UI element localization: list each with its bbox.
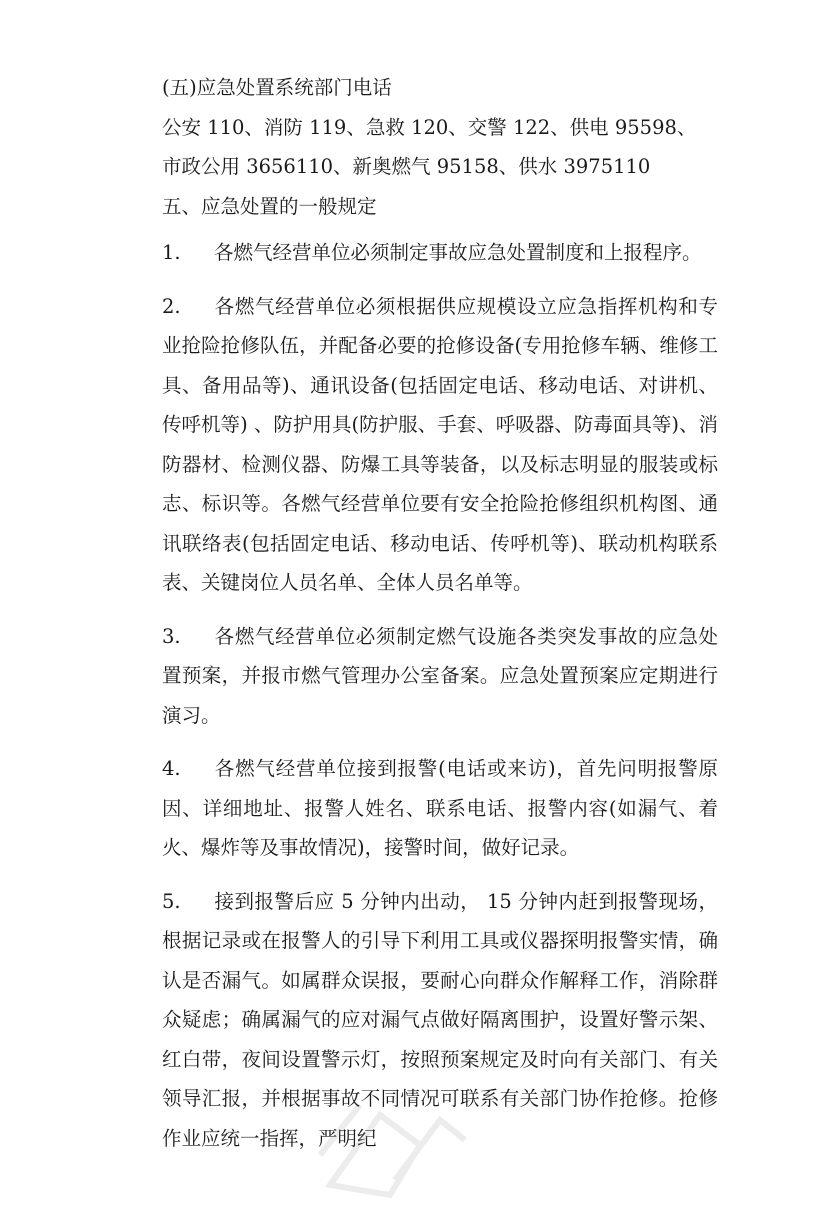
rule-number: 3. bbox=[162, 624, 181, 648]
rule-number: 5. bbox=[162, 889, 181, 913]
phone-list-line-1: 公安 110、消防 119、急救 120、交警 122、供电 95598、 bbox=[162, 115, 697, 139]
rule-number: 2. bbox=[162, 294, 181, 318]
section-title: 五、应急处置的一般规定 bbox=[162, 194, 377, 218]
rule-number: 1. bbox=[162, 241, 181, 264]
rule-item-3 bbox=[162, 617, 718, 736]
rule-number: 4. bbox=[162, 757, 181, 780]
rule-text: 各燃气经营单位必须制定燃气设施各类突发事故的应急处置预案，并报市燃气管理办公室备案。应急处置预案应定期进行演习。 bbox=[162, 624, 718, 727]
rule-text: 各燃气经营单位必须制定事故应急处置制度和上报程序。 bbox=[214, 241, 702, 264]
rule-text: 各燃气经营单位接到报警(电话或来访)，首先问明报警原因、详细地址、报警人姓名、联系电话、报警内容(如漏气、着火、爆炸等及事故情况)，接警时间，做好记录。 bbox=[162, 757, 718, 859]
rule-text: 接到报警后应 5 分钟内出动， 15 分钟内赶到报警现场，根据记录或在报警人的引导下利用工具或仪器探明报警实情，确认是否漏气。如属群众误报，要耐心向群众作解释工作，消除群众疑虑；确属漏气的应对漏气点做好隔离围护，设置好警示架、红白带，夜间设置警示灯，按照预案规定及时向有关部门、有关领导汇报，并根据事故不同情况可联系有关部门协作抢修。抢修作业应统一指挥，严明纪 bbox=[162, 889, 718, 1150]
document-body bbox=[162, 68, 718, 1172]
rule-item-5 bbox=[162, 882, 718, 1159]
rule-item-1 bbox=[162, 233, 718, 273]
rule-item-4 bbox=[162, 749, 718, 868]
phone-list-line-2: 市政公用 3656110、新奥燃气 95158、供水 3975110 bbox=[162, 155, 651, 178]
phone-heading: (五)应急处置系统部门电话 bbox=[162, 76, 392, 99]
rule-item-2 bbox=[162, 287, 718, 603]
rule-text: 各燃气经营单位必须根据供应规模设立应急指挥机构和专业抢险抢修队伍，并配备必要的抢修设备(专用抢修车辆、维修工具、备用品等)、通讯设备(包括固定电话、移动电话、对讲机、传呼机等) 、防护用具(防护服、手套、呼吸器、防毒面具等)、消防器材、检测仪器、防爆工具等装备，以及标志明显的服装或标志、标识等。各燃气经营单位要有安全抢险抢修组织机构图、通讯联络表(包括固定电话、移动电话、传呼机等)、联动机构联系表、关键岗位人员名单、全体人员名单等。 bbox=[162, 294, 718, 594]
